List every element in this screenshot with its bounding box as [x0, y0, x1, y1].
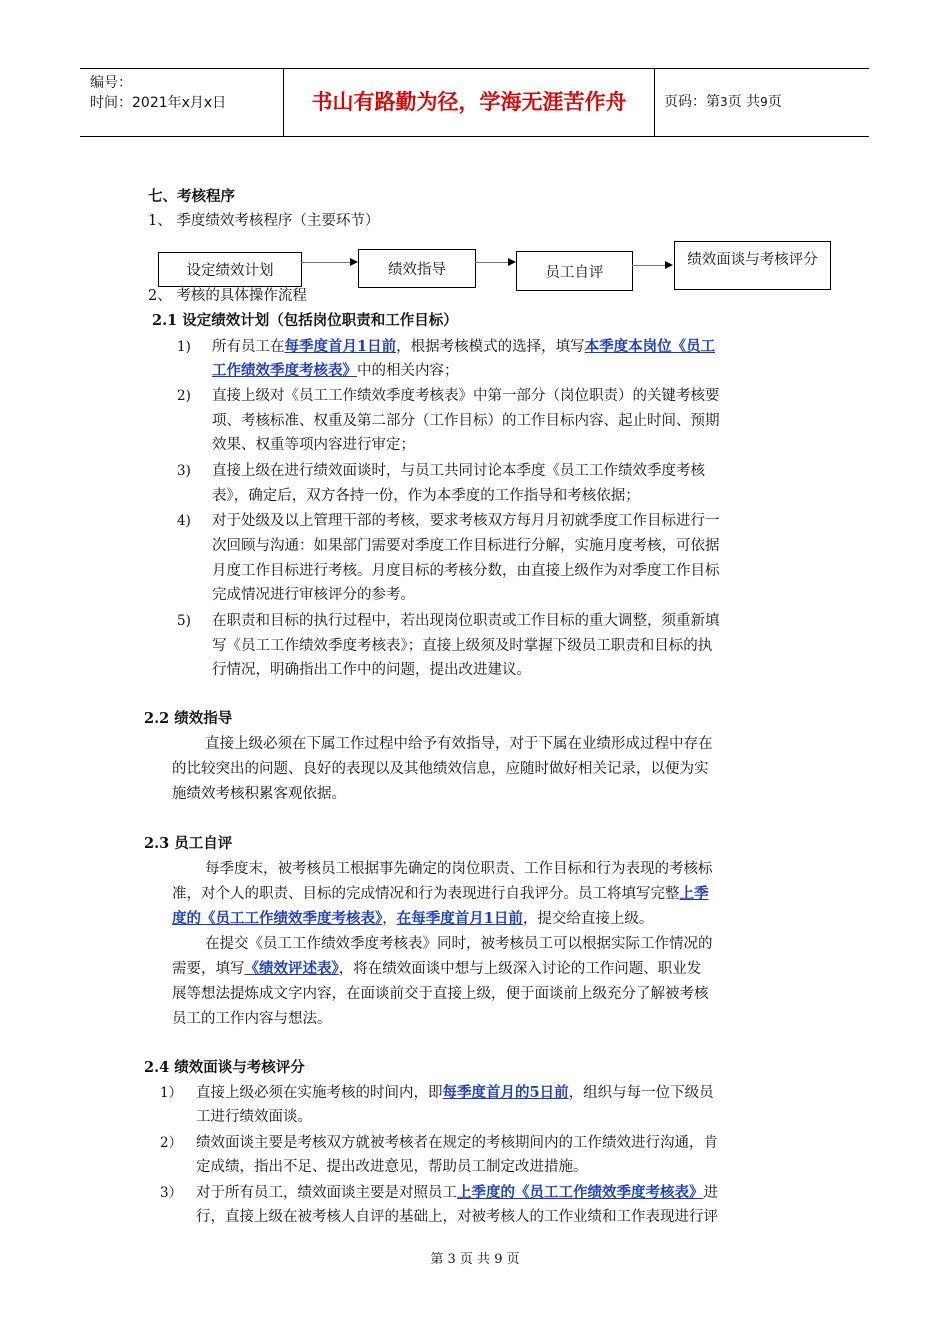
arrow-head-icon — [508, 258, 516, 266]
paragraph-line: 直接上级必须在下属工作过程中给予有效指导，对于下属在业绩形成过程中存在 — [205, 736, 713, 752]
page-total: 9 — [760, 95, 768, 109]
paragraph-line: 的比较突出的问题、良好的表现以及其他绩效信息，应随时做好相关记录，以便为实 — [172, 761, 709, 777]
list-number: 3) — [177, 463, 191, 479]
list-item: 绩效面谈主要是考核双方就被考核者在规定的考核期间内的工作绩效进行沟通，肯 — [196, 1135, 718, 1151]
form-link[interactable]: 工作绩效季度考核表》 — [212, 362, 357, 379]
list-item-cont: 效果、权重等项内容进行审定； — [212, 437, 415, 453]
list-number: 1） — [160, 1085, 183, 1101]
list-item-cont: 完成情况进行审核评分的参考。 — [212, 587, 415, 603]
list-item-cont: 表》，确定后，双方各持一份，作为本季度的工作指导和考核依据； — [212, 488, 640, 504]
list-number: 2） — [160, 1135, 183, 1151]
list-item-cont: 写《员工工作绩效季度考核表》；直接上级须及时掌握下级员工职责和目标的执 — [212, 638, 713, 654]
paragraph-line: 施绩效考核积累客观依据。 — [172, 786, 346, 802]
deadline-link[interactable]: 在每季度首月1日前 — [396, 910, 523, 927]
flow-step-interview: 绩效面谈与考核评分 — [674, 241, 831, 290]
form-link[interactable]: 《绩效评述表》 — [244, 960, 339, 977]
list-item: 对于所有员工，绩效面谈主要是对照员工上季度的《员工工作绩效季度考核表》进 — [196, 1184, 718, 1201]
doc-time-label: 时间：2021年x月x日 — [90, 95, 227, 111]
section-23-title: 2.3 员工自评 — [144, 835, 233, 852]
arrow-head-icon — [665, 261, 673, 269]
form-link[interactable]: 上季度的《员工工作绩效季度考核表》 — [457, 1184, 704, 1201]
section-22-title: 2.2 绩效指导 — [144, 710, 233, 727]
form-link[interactable]: 本季度本岗位《员工 — [584, 338, 716, 355]
list-item: 直接上级对《员工工作绩效季度考核表》中第一部分（岗位职责）的关键考核要 — [212, 388, 720, 404]
paragraph-line: 在提交《员工工作绩效季度考核表》同时，被考核员工可以根据实际工作情况的 — [205, 936, 713, 952]
list-number: 1) — [177, 339, 191, 355]
list-item-cont: 项、考核标准、权重及第二部分（工作目标）的工作目标内容、起止时间、预期 — [212, 413, 720, 429]
list-item-cont: 工进行绩效面谈。 — [196, 1109, 312, 1125]
section-21-title: 2.1 设定绩效计划（包括岗位职责和工作目标） — [152, 312, 458, 329]
header-left — [90, 73, 226, 113]
flow-step-guide: 绩效指导 — [358, 249, 476, 288]
flow-step-selfeval: 员工自评 — [516, 251, 633, 291]
flow-arrow — [301, 262, 351, 263]
header-divider — [654, 69, 655, 136]
paragraph-line: 准，对个人的职责、目标的完成情况和行为表现进行自我评分。员工将填写完整上季 — [172, 885, 709, 902]
deadline-link[interactable]: 每季度首月1日前 — [284, 338, 397, 355]
paragraph-line: 员工的工作内容与想法。 — [172, 1011, 332, 1027]
list-item: 直接上级必须在实施考核的时间内，即每季度首月的5日前，组织与每一位下级员 — [196, 1084, 714, 1101]
flow-arrow — [632, 265, 666, 266]
list-item: 在职责和目标的执行过程中，若出现岗位职责或工作目标的重大调整，须重新填 — [212, 613, 720, 629]
list-number: 3） — [160, 1185, 183, 1201]
list-item: 所有员工在每季度首月1日前，根据考核模式的选择，填写本季度本岗位《员工 — [212, 338, 716, 355]
subsection-heading: 2、 考核的具体操作流程 — [148, 288, 307, 304]
arrow-head-icon — [350, 258, 358, 266]
paragraph-line: 度的《员工工作绩效季度考核表》，在每季度首月1日前，提交给直接上级。 — [172, 910, 654, 927]
header-page-info: 页码：第3页 共9页 — [664, 94, 782, 110]
subsection-heading: 1、 季度绩效考核程序（主要环节） — [148, 213, 380, 229]
paragraph-line: 展等想法提炼成文字内容，在面谈前交于直接上级，便于面谈前上级充分了解被考核 — [172, 986, 709, 1002]
section-title: 七、考核程序 — [148, 188, 235, 205]
list-item-cont: 工作绩效季度考核表》中的相关内容； — [212, 362, 459, 379]
flow-arrow — [475, 262, 509, 263]
deadline-link[interactable]: 每季度首月的5日前 — [442, 1084, 569, 1101]
list-item: 直接上级在进行绩效面谈时，与员工共同讨论本季度《员工工作绩效季度考核 — [212, 463, 705, 479]
list-item-cont: 次回顾与沟通：如果部门需要对季度工作目标进行分解，实施月度考核，可依据 — [212, 538, 720, 554]
page-footer: 第 3 页 共 9 页 — [430, 1252, 520, 1267]
header-motto: 书山有路勤为径，学海无涯苦作舟 — [311, 90, 627, 114]
page-header — [80, 68, 869, 137]
flow-step-plan: 设定绩效计划 — [158, 252, 302, 287]
doc-number-label: 编号： — [90, 75, 132, 91]
list-item-cont: 行，直接上级在被考核人自评的基础上，对被考核人的工作业绩和工作表现进行评 — [196, 1209, 718, 1225]
list-item-cont: 定成绩，指出不足、提出改进意见，帮助员工制定改进措施。 — [196, 1159, 588, 1175]
section-24-title: 2.4 绩效面谈与考核评分 — [144, 1059, 305, 1076]
paragraph-line: 每季度末，被考核员工根据事先确定的岗位职责、工作目标和行为表现的考核标 — [205, 861, 713, 877]
form-link[interactable]: 度的《员工工作绩效季度考核表》 — [172, 910, 383, 927]
list-item-cont: 月度工作目标进行考核。月度目标的考核分数，由直接上级作为对季度工作目标 — [212, 563, 720, 579]
page-number: 3 — [720, 95, 728, 109]
form-link[interactable]: 上季 — [679, 885, 709, 902]
list-item: 对于处级及以上管理干部的考核，要求考核双方每月月初就季度工作目标进行一 — [212, 513, 720, 529]
list-number: 4) — [177, 513, 191, 529]
paragraph-line: 需要，填写《绩效评述表》，将在绩效面谈中想与上级深入讨论的工作问题、职业发 — [172, 960, 702, 977]
list-number: 5) — [177, 613, 191, 629]
list-number: 2) — [177, 388, 191, 404]
list-item-cont: 行情况，明确指出工作中的问题，提出改进建议。 — [212, 662, 531, 678]
